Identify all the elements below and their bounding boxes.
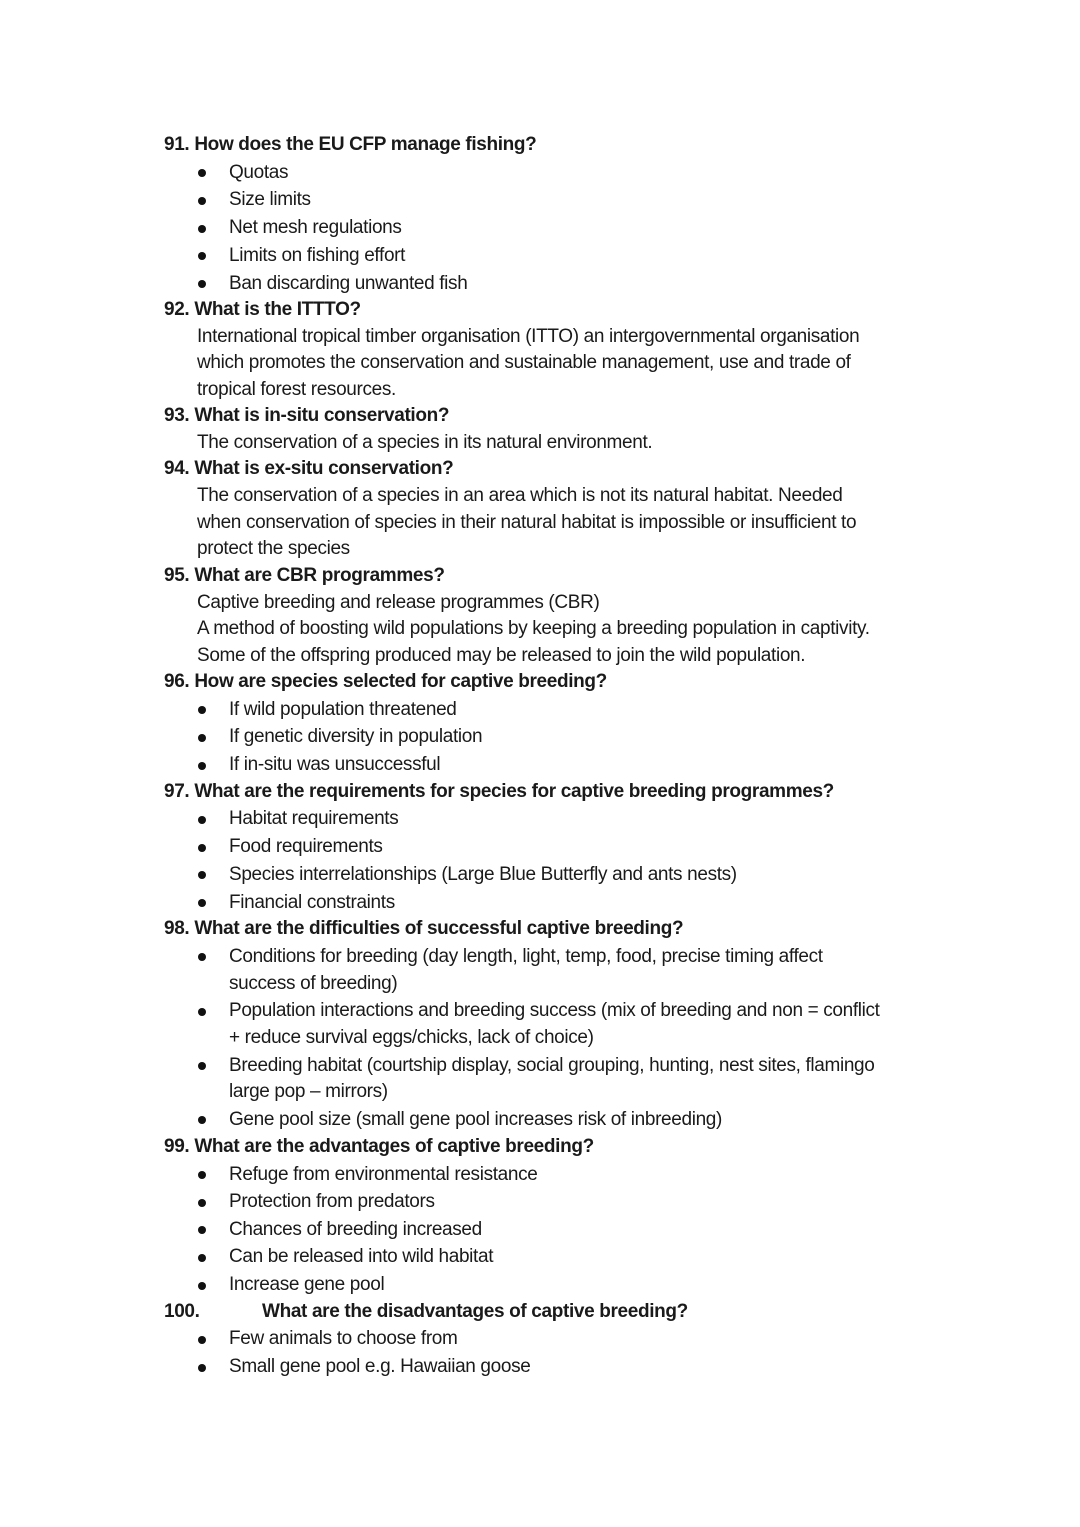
bullet-icon xyxy=(198,1062,206,1070)
answer-paragraph-line: International tropical timber organisation (ITTO) an intergovernmental organisation xyxy=(197,326,860,347)
list-item: Chances of breeding increased xyxy=(229,1219,482,1240)
list-item: Habitat requirements xyxy=(229,808,399,829)
bullet-icon xyxy=(198,953,206,961)
list-item: Food requirements xyxy=(229,836,383,857)
list-item: Species interrelationships (Large Blue Butterfly and ants nests) xyxy=(229,864,737,885)
list-item: Protection from predators xyxy=(229,1191,435,1212)
bullet-icon xyxy=(198,225,206,233)
answer-paragraph-line: when conservation of species in their natural habitat is impossible or insufficient to xyxy=(197,512,857,533)
list-item: Refuge from environmental resistance xyxy=(229,1164,538,1185)
list-item: Ban discarding unwanted fish xyxy=(229,273,468,294)
list-item: If wild population threatened xyxy=(229,699,457,720)
question-99-heading: 99. What are the advantages of captive breeding? xyxy=(164,1136,594,1157)
answer-paragraph-line: Captive breeding and release programmes (CBR) xyxy=(197,592,600,613)
list-item: Increase gene pool xyxy=(229,1274,385,1295)
answer-paragraph-line: which promotes the conservation and sustainable management, use and trade of xyxy=(197,352,851,373)
list-item: Breeding habitat (courtship display, social grouping, hunting, nest sites, flamingo xyxy=(229,1055,875,1076)
question-92-heading: 92. What is the ITTTO? xyxy=(164,299,361,320)
answer-paragraph-line: protect the species xyxy=(197,538,350,559)
answer-paragraph-line: Some of the offspring produced may be released to join the wild population. xyxy=(197,645,806,666)
answer-paragraph-line: A method of boosting wild populations by keeping a breeding population in captivity. xyxy=(197,618,870,639)
bullet-icon xyxy=(198,1226,206,1234)
list-item-continuation: + reduce survival eggs/chicks, lack of choice) xyxy=(229,1027,594,1048)
question-96-heading: 96. How are species selected for captive breeding? xyxy=(164,671,607,692)
bullet-icon xyxy=(198,197,206,205)
answer-paragraph-line: The conservation of a species in its natural environment. xyxy=(197,432,653,453)
question-93-heading: 93. What is in-situ conservation? xyxy=(164,405,450,426)
bullet-icon xyxy=(198,1008,206,1016)
bullet-icon xyxy=(198,899,206,907)
bullet-icon xyxy=(198,1171,206,1179)
list-item: Few animals to choose from xyxy=(229,1328,458,1349)
bullet-icon xyxy=(198,844,206,852)
bullet-icon xyxy=(198,734,206,742)
bullet-icon xyxy=(198,871,206,879)
bullet-icon xyxy=(198,252,206,260)
bullet-icon xyxy=(198,280,206,288)
list-item: Financial constraints xyxy=(229,892,395,913)
bullet-icon xyxy=(198,1364,206,1372)
bullet-icon xyxy=(198,1254,206,1262)
list-item: Small gene pool e.g. Hawaiian goose xyxy=(229,1356,531,1377)
list-item: If in-situ was unsuccessful xyxy=(229,754,441,775)
question-100-heading: 100. What are the disadvantages of captive breeding? xyxy=(164,1301,688,1322)
list-item: Population interactions and breeding success (mix of breeding and non = conflict xyxy=(229,1000,880,1021)
bullet-icon xyxy=(198,1336,206,1344)
answer-paragraph-line: The conservation of a species in an area which is not its natural habitat. Needed xyxy=(197,485,843,506)
bullet-icon xyxy=(198,816,206,824)
bullet-icon xyxy=(198,1116,206,1124)
question-94-heading: 94. What is ex-situ conservation? xyxy=(164,458,454,479)
bullet-icon xyxy=(198,1199,206,1207)
list-item: Size limits xyxy=(229,189,311,210)
bullet-icon xyxy=(198,706,206,714)
list-item: Conditions for breeding (day length, light, temp, food, precise timing affect xyxy=(229,946,823,967)
answer-paragraph-line: tropical forest resources. xyxy=(197,379,396,400)
list-item: Can be released into wild habitat xyxy=(229,1246,494,1267)
list-item: Net mesh regulations xyxy=(229,217,402,238)
list-item-continuation: large pop – mirrors) xyxy=(229,1081,388,1102)
list-item: Quotas xyxy=(229,162,289,183)
list-item-continuation: success of breeding) xyxy=(229,973,398,994)
list-item: Gene pool size (small gene pool increases risk of inbreeding) xyxy=(229,1109,722,1130)
question-97-heading: 97. What are the requirements for species for captive breeding programmes? xyxy=(164,781,834,802)
list-item: Limits on fishing effort xyxy=(229,245,406,266)
bullet-icon xyxy=(198,762,206,770)
bullet-icon xyxy=(198,169,206,177)
question-98-heading: 98. What are the difficulties of successful captive breeding? xyxy=(164,918,684,939)
question-95-heading: 95. What are CBR programmes? xyxy=(164,565,445,586)
question-91-heading: 91. How does the EU CFP manage fishing? xyxy=(164,134,537,155)
bullet-icon xyxy=(198,1282,206,1290)
list-item: If genetic diversity in population xyxy=(229,726,483,747)
